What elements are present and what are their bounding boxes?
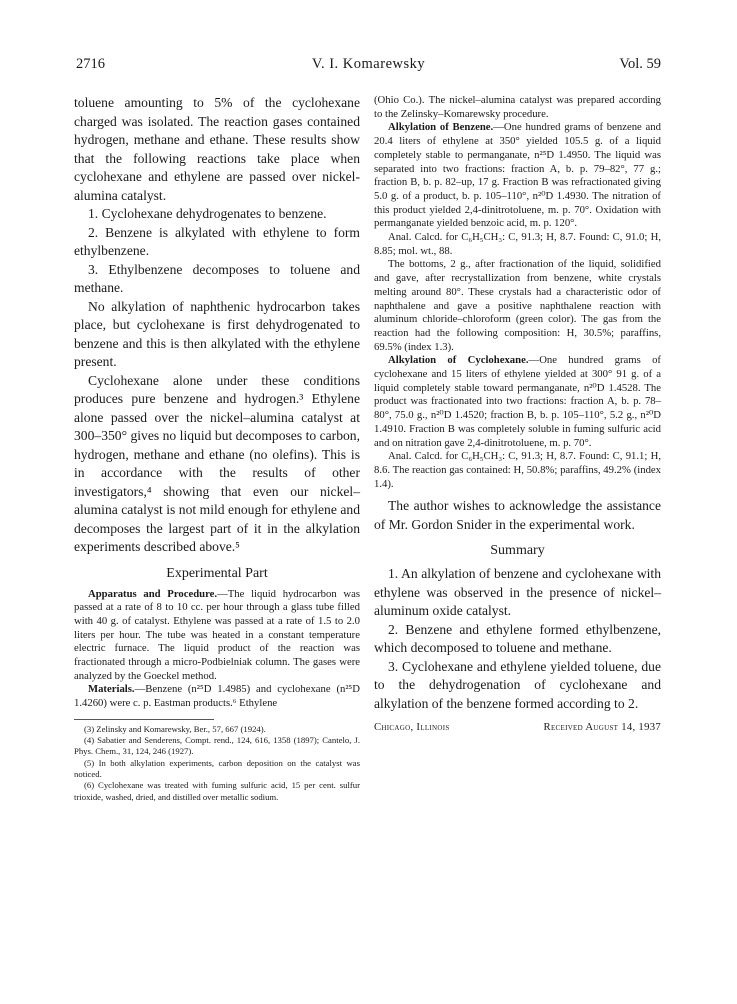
page-number: 2716 <box>76 56 105 72</box>
left-column <box>74 94 360 803</box>
reaction-item: 2. Benzene is alkylated with ethylene to form ethylbenzene. <box>74 224 360 258</box>
footnote: (4) Sabatier and Senderens, Compt. rend., 124, 616, 1358 (1897); Cantelo, J. Phys. Chem., 31, 124, 246 (1927). <box>74 735 360 757</box>
received-date: Received August 14, 1937 <box>543 721 661 734</box>
footnotes <box>74 724 360 803</box>
page-header <box>76 56 661 78</box>
volume-label: Vol. 59 <box>619 56 661 72</box>
paragraph: toluene amounting to 5% of the cyclohexane charged was isolated. The reaction gases contained hydrogen, methane and ethane. These results show that the following reactions take place when cyclohexane and ethylene are passed over nickel-alumina catalyst. <box>74 95 360 203</box>
cyclohexane-alkylation-paragraph <box>374 354 661 450</box>
run-in-heading: Alkylation of Benzene. <box>388 121 494 134</box>
summary-heading: Summary <box>490 543 545 559</box>
footnote: (6) Cyclohexane was treated with fuming sulfuric acid, 15 per cent. sulfur trioxide, washed, dried, and distilled over metallic sodium. <box>74 780 360 802</box>
experimental-heading: Experimental Part <box>166 565 268 581</box>
paragraph-text: —The liquid hydrocarbon was passed at a rate of 8 to 10 cc. per hour through a glass tube filled with 40 g. of catalyst. Ethylene was passed at a rate of 1.5 to 2.0 liters per hour. The tube was heated in a constant temperature electric furnace. The liquid product of the reaction was fractionated through a micro-Podbielniak column. The gases were analyzed by the Goeckel method. <box>74 587 361 682</box>
running-title: V. I. Komarewsky <box>311 56 426 72</box>
paragraph-text: —One hundred grams of benzene and 20.4 liters of ethylene at 350° yielded 105.5 g. of a liquid completely stable to permanganate, n²⁵D 1.4950. The liquid was separated into two fractions: fraction A, b. p. 79–82°, 77 g.; fraction B, b. p. 82–up, 17 g. Fraction B was refractionated giving 5.0 g. of a product, b. p. 105–110°, n²⁰D 1.4930. The nitration of this product yielded 2,4-dinitrotoluene, m. p. 70°. Oxidation with permanganate yielded benzoic acid, m. p. 120°. <box>374 121 661 230</box>
footnote-divider <box>74 719 214 720</box>
summary-item: 1. An alkylation of benzene and cyclohexane with ethylene was observed in the presence of nickel–aluminum oxide catalyst. <box>374 566 661 619</box>
analysis-line: Anal. Calcd. for C₆H₅CH₃: C, 91.3; H, 8.7. Found: C, 91.0; H, 8.85; mol. wt., 88. <box>374 231 661 257</box>
analysis-line: Anal. Calcd. for C₆H₅CH₃: C, 91.3; H, 8.7. Found: C, 91.1; H, 8.6. The reaction gas contained: H, 50.8%; paraffins, 49.2% (index 1.4). <box>374 450 661 490</box>
location: Chicago, Illinois <box>374 721 450 734</box>
run-in-heading: Materials. <box>88 683 135 696</box>
signature-line <box>374 721 661 733</box>
summary-item: 3. Cyclohexane and ethylene yielded toluene, due to the dehydrogenation of cyclohexane and alkylation of the benzene formed according to 2. <box>374 658 661 711</box>
paragraph-text: —One hundred grams of cyclohexane and 15 liters of ethylene yielded at 300° 91 g. of a liquid completely stable toward permanganate, n²⁰D 1.4528. The product was fractionated into two fractions: fraction A, b. p. 78–80°, 75.0 g., n²⁰D 1.4520; fraction B, b. p. 105–110°, 5.2 g., n²⁰D 1.4910. Fraction B was completely soluble in fuming sulfuric acid and on nitration gave 2,4-dinitrotoluene, m. p. 70°. <box>374 354 661 449</box>
paragraph: No alkylation of naphthenic hydrocarbon takes place, but cyclohexane is first dehydrogenated to benzene and this is then alkylated with the ethylene present. <box>74 298 360 369</box>
paragraph: Cyclohexane alone under these conditions produces pure benzene and hydrogen.³ Ethylene alone passed over the nickel–alumina catalyst at 300–350° gives no liquid but decomposes to carbon, hydrogen, methane and ethane (no olefins). This is in accordance with the results of other investigators,⁴ showing that even our nickel–alumina catalyst is not mild enough for ethylene and decomposes the largest part of it in the alkylation experiments described above.⁵ <box>74 372 360 554</box>
run-in-heading: Apparatus and Procedure. <box>88 587 218 600</box>
reaction-item: 3. Ethylbenzene decomposes to toluene and methane. <box>74 261 360 295</box>
paragraph: The bottoms, 2 g., after fractionation of the liquid, solidified and gave, after recrystallization from benzene, white crystals melting around 80°. These crystals had a characteristic odor of naphthalene and gave a positive naphthalene reaction with aluminum chloride–chloroform (green color). The gas from the reaction had the following composition: H, 30.5%; paraffins, 69.5% (index 1.3). <box>374 258 661 353</box>
footnote: (3) Zelinsky and Komarewsky, Ber., 57, 667 (1924). <box>84 723 266 734</box>
footnote: (5) In both alkylation experiments, carbon deposition on the catalyst was noticed. <box>74 757 360 780</box>
right-column <box>374 94 661 733</box>
materials-paragraph <box>74 683 360 710</box>
paragraph: (Ohio Co.). The nickel–alumina catalyst was prepared according to the Zelinsky–Komarewsky procedure. <box>374 94 661 120</box>
acknowledgment: The author wishes to acknowledge the assistance of Mr. Gordon Snider in the experimental work. <box>374 498 661 532</box>
apparatus-paragraph <box>74 588 360 684</box>
paragraph-text: —Benzene (n²⁵D 1.4985) and cyclohexane (n²⁵D 1.4260) were c. p. Eastman products.⁶ Ethylene <box>74 683 360 710</box>
benzene-alkylation-paragraph <box>374 121 661 231</box>
reaction-item: 1. Cyclohexane dehydrogenates to benzene. <box>88 206 327 221</box>
summary-item: 2. Benzene and ethylene formed ethylbenzene, which decomposed to toluene and methane. <box>374 621 661 656</box>
run-in-heading: Alkylation of Cyclohexane. <box>388 354 529 367</box>
